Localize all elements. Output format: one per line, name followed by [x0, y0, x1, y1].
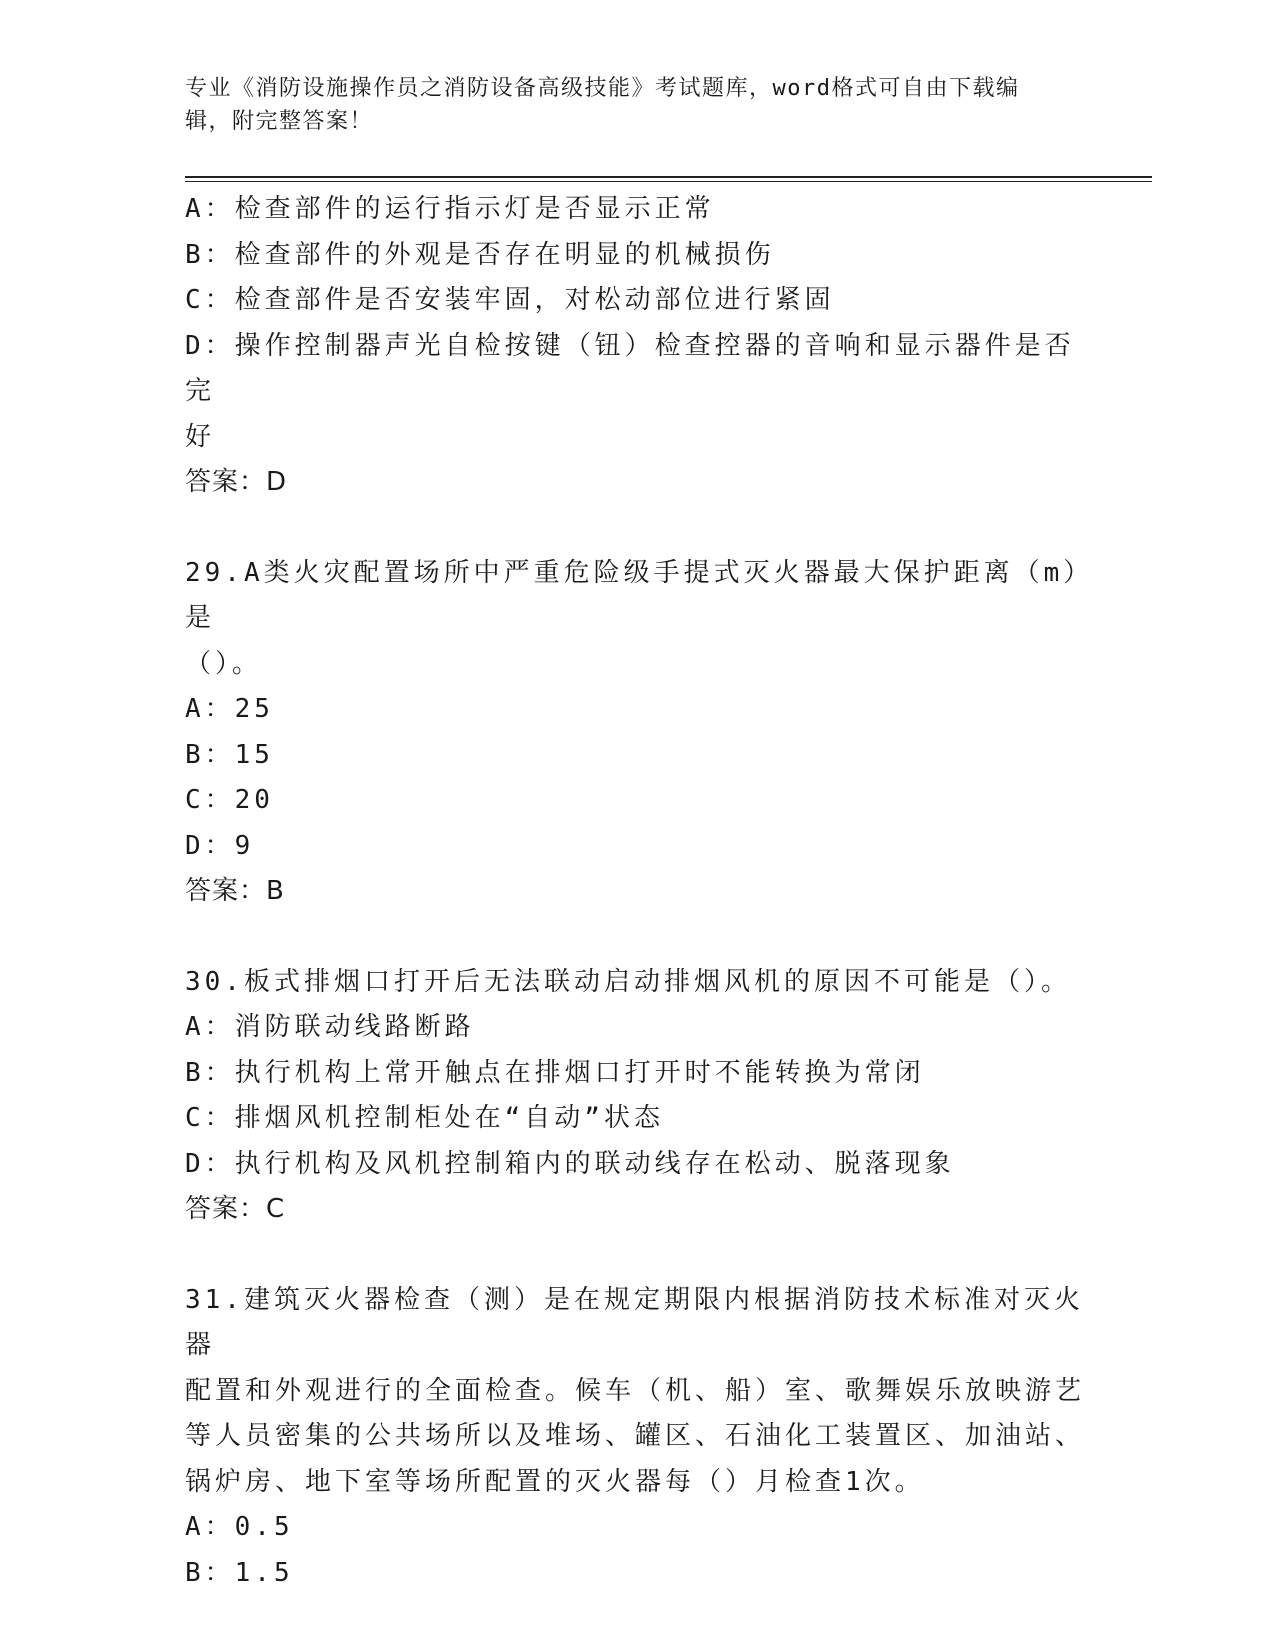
question-28 [185, 187, 1085, 506]
question-29 [185, 551, 1085, 915]
option-b: B：15 [185, 739, 274, 770]
option-b: B：检查部件的外观是否存在明显的机械损伤 [185, 239, 775, 270]
header-line-1: 专业《消防设施操作员之消防设备高级技能》考试题库，word格式可自由下载编 [185, 76, 1020, 101]
option-b: B：1.5 [185, 1557, 294, 1588]
option-a: A：0.5 [185, 1512, 294, 1542]
spacer [185, 1233, 1085, 1278]
spacer [185, 506, 1085, 551]
answer: 答案：D [185, 467, 288, 497]
question-stem: 29.A类火灾配置场所中严重危险级手提式灭火器最大保护距离（m）是 [185, 557, 1081, 633]
question-list [185, 187, 1085, 1596]
document-header [185, 72, 1085, 138]
option-c: C：检查部件是否安装牢固，对松动部位进行紧固 [185, 285, 835, 315]
option-d: D：9 [185, 830, 255, 861]
option-c: C：排烟风机控制柜处在“自动”状态 [185, 1103, 664, 1133]
question-stem-continued: 锅炉房、地下室等场所配置的灭火器每（）月检查1次。 [185, 1466, 925, 1497]
question-stem-continued: （）。 [185, 648, 263, 679]
option-d: D：操作控制器声光自检按键（钮）检查控器的音响和显示器件是否完 [185, 330, 1075, 406]
question-stem-continued: 等人员密集的公共场所以及堆场、罐区、石油化工装置区、加油站、 [185, 1421, 1086, 1451]
question-30 [185, 960, 1085, 1233]
option-d: D：执行机构及风机控制箱内的联动线存在松动、脱落现象 [185, 1148, 955, 1179]
option-a: A：消防联动线路断路 [185, 1012, 475, 1042]
option-a: A：检查部件的运行指示灯是否显示正常 [185, 194, 715, 224]
header-divider-thick [185, 176, 1152, 178]
question-stem: 30.板式排烟口打开后无法联动启动排烟风机的原因不可能是（）。 [185, 966, 1071, 997]
header-divider-thin [185, 181, 1152, 182]
answer: 答案：B [185, 876, 285, 906]
option-a: A：25 [185, 694, 274, 724]
option-d-continued: 好 [185, 421, 216, 452]
question-stem: 31.建筑灭火器检查（测）是在规定期限内根据消防技术标准对灭火器 [185, 1284, 1084, 1360]
question-stem-continued: 配置和外观进行的全面检查。候车（机、船）室、歌舞娱乐放映游艺 [185, 1375, 1086, 1406]
option-b: B：执行机构上常开触点在排烟口打开时不能转换为常闭 [185, 1057, 925, 1088]
spacer [185, 915, 1085, 960]
answer: 答案：C [185, 1194, 286, 1224]
header-line-2: 辑，附完整答案！ [185, 109, 374, 134]
option-c: C：20 [185, 785, 274, 815]
question-31 [185, 1278, 1085, 1597]
